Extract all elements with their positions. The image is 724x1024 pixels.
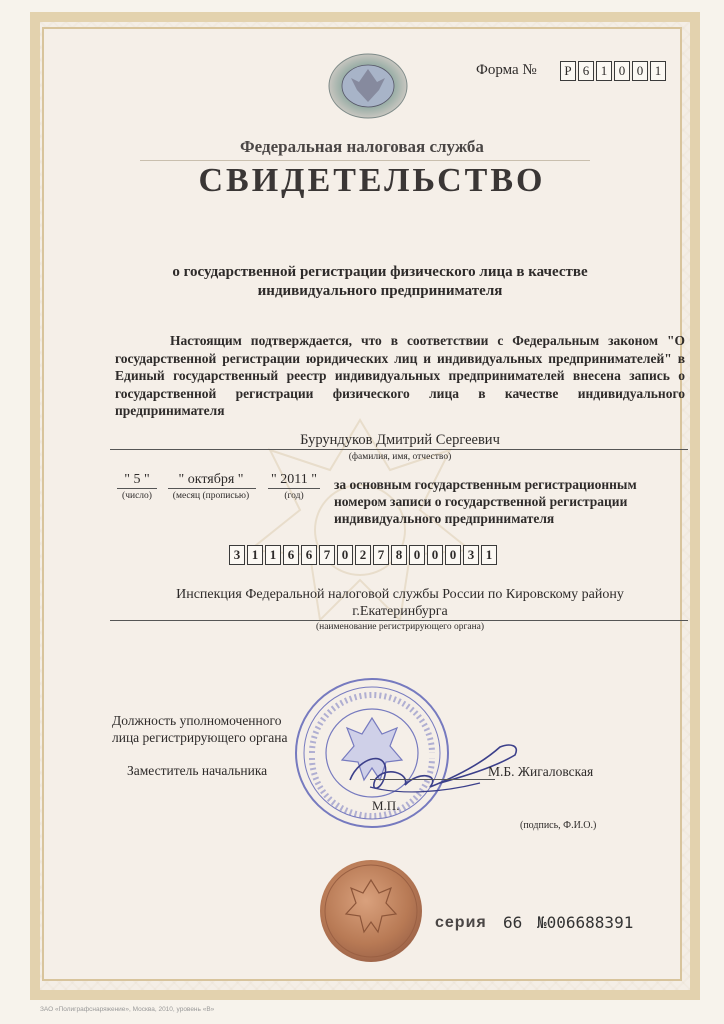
- regnum-char: 6: [301, 545, 317, 565]
- regnum-char: 1: [481, 545, 497, 565]
- hologram-emblem: [327, 52, 409, 120]
- series-number: 66: [503, 913, 523, 932]
- signature-caption: (подпись, Ф.И.О.): [520, 820, 597, 831]
- date-year: " 2011 ": [271, 472, 317, 487]
- form-number-char: 6: [578, 61, 594, 81]
- date-day: " 5 ": [124, 472, 150, 487]
- regnum-char: 2: [355, 545, 371, 565]
- form-number-char: 1: [596, 61, 612, 81]
- date-month: " октября ": [178, 472, 244, 487]
- regnum-char: 6: [283, 545, 299, 565]
- regnum-char: 0: [445, 545, 461, 565]
- date-day-line: [117, 488, 157, 489]
- series-label: серия: [435, 914, 487, 931]
- regnum-char: 8: [391, 545, 407, 565]
- issuing-service: Федеральная налоговая служба: [240, 137, 484, 156]
- document-number: №006688391: [537, 913, 634, 932]
- registration-text: за основным государственным регистрационным номером записи о государственной регистрации индивидуального предпринимателя: [334, 477, 637, 526]
- regnum-char: 7: [319, 545, 335, 565]
- authority-line-1: Инспекция Федеральной налоговой службы России по Кировскому району: [176, 587, 624, 602]
- authority-caption: (наименование регистрирующего органа): [315, 622, 485, 632]
- form-number-char: 0: [632, 61, 648, 81]
- authority-line: [110, 620, 688, 621]
- form-number-cells: [560, 61, 668, 81]
- regnum-char: 1: [247, 545, 263, 565]
- watermark-emblem: [210, 380, 510, 680]
- signature-line: [370, 779, 495, 780]
- date-year-caption: (год): [284, 491, 304, 501]
- position-line-2: лица регистрирующего органа: [112, 730, 288, 745]
- signatory-position: Заместитель начальника: [127, 763, 268, 778]
- service-underline: [140, 160, 590, 161]
- form-number-label: Форма №: [476, 62, 537, 78]
- signatory-position-label: [112, 712, 287, 746]
- person-name-caption: (фамилия, имя, отчество): [348, 452, 452, 462]
- registration-number-cells: [229, 545, 499, 565]
- regnum-char: 0: [427, 545, 443, 565]
- date-month-line: [168, 488, 256, 489]
- date-month-caption: (месяц (прописью): [172, 491, 250, 501]
- authority-line-2: г.Екатеринбурга: [352, 604, 448, 619]
- registering-authority: [110, 586, 690, 620]
- printer-imprint: ЗАО «Полиграфснаряжение», Москва, 2010, уровень «В»: [40, 1006, 215, 1013]
- regnum-char: 0: [337, 545, 353, 565]
- embossed-seal: [318, 858, 424, 964]
- date-day-caption: (число): [122, 491, 152, 501]
- document-subtitle: о государственной регистрации физического лица в качестве индивидуального предпринимателя: [172, 264, 588, 299]
- regnum-char: 7: [373, 545, 389, 565]
- regnum-char: 3: [463, 545, 479, 565]
- regnum-char: 3: [229, 545, 245, 565]
- signatory-name: М.Б. Жигаловская: [488, 764, 594, 779]
- position-line-1: Должность уполномоченного: [112, 713, 282, 728]
- regnum-char: 0: [409, 545, 425, 565]
- form-number-char: 1: [650, 61, 666, 81]
- seal-place-label: М.П.: [372, 798, 400, 813]
- date-year-line: [268, 488, 320, 489]
- regnum-char: 1: [265, 545, 281, 565]
- document-title: СВИДЕТЕЛЬСТВО: [198, 162, 546, 199]
- person-name-line: [110, 449, 688, 450]
- form-number-char: Р: [560, 61, 576, 81]
- certification-text: Настоящим подтверждается, что в соответствии с Федеральным законом "О государственной регистрации юридических лиц и индивидуальных предпринимателей" в Единый государственный реестр индивидуальных предпринимателей внесена запись о государственной регистрации физического лица в качестве индивидуального предпринимателя: [115, 333, 685, 418]
- form-number-char: 0: [614, 61, 630, 81]
- person-name: Бурундуков Дмитрий Сергеевич: [300, 432, 500, 448]
